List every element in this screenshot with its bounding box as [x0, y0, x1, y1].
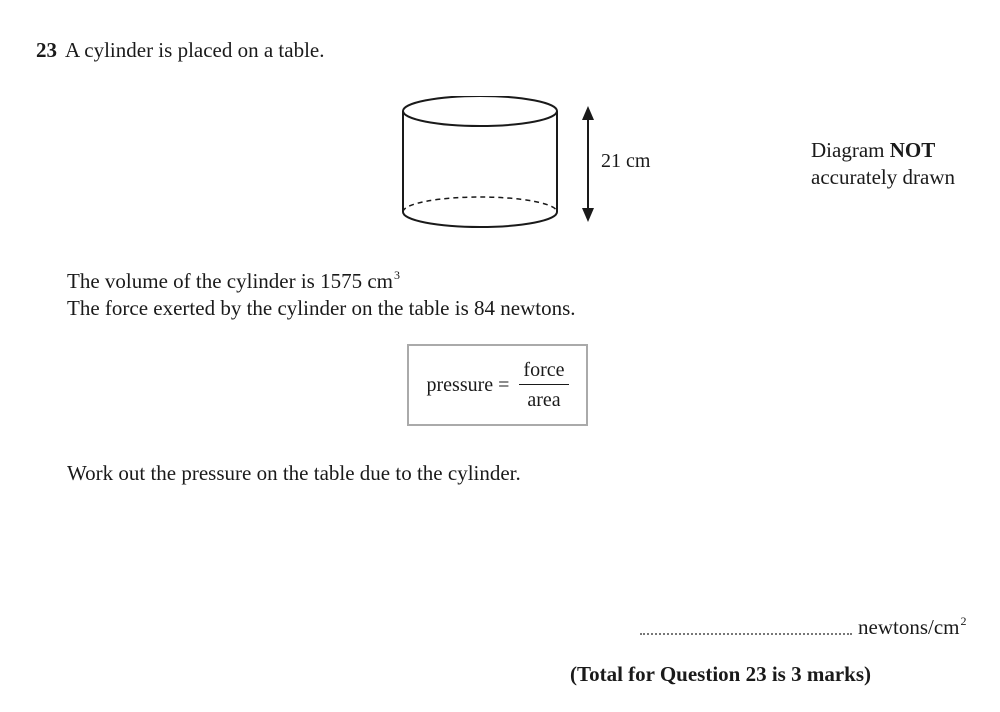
volume-statement	[67, 268, 400, 294]
answer-unit-exponent: 2	[960, 614, 967, 628]
height-arrow-up-icon	[582, 106, 594, 120]
cylinder-top	[403, 96, 557, 126]
formula-fraction	[519, 359, 568, 411]
answer-unit	[858, 614, 966, 640]
answer-unit-text: newtons/cm	[858, 615, 960, 639]
answer-line[interactable]	[640, 633, 852, 635]
cylinder-diagram	[396, 96, 606, 246]
question-text: A cylinder is placed on a table.	[65, 38, 325, 62]
instruction: Work out the pressure on the table due to the cylinder.	[67, 461, 521, 485]
height-arrow-down-icon	[582, 208, 594, 222]
note-prefix: Diagram	[811, 138, 890, 162]
formula-numerator: force	[519, 359, 568, 385]
note-bold: NOT	[889, 138, 936, 162]
height-label: 21 cm	[601, 150, 651, 172]
cylinder-bottom-front	[403, 212, 557, 227]
question-line	[36, 38, 325, 63]
total-marks: (Total for Question 23 is 3 marks)	[570, 662, 872, 686]
volume-text: The volume of the cylinder is 1575 cm	[67, 269, 394, 293]
volume-exponent: 3	[394, 268, 401, 282]
formula-lhs: pressure =	[426, 373, 510, 396]
formula-box	[407, 344, 588, 426]
diagram-note	[811, 137, 955, 191]
force-statement: The force exerted by the cylinder on the table is 84 newtons.	[67, 296, 576, 320]
note-line-2: accurately drawn	[811, 165, 955, 189]
cylinder-bottom-hidden-edge	[403, 197, 557, 212]
question-number: 23	[36, 38, 57, 62]
formula-denominator: area	[527, 389, 561, 411]
